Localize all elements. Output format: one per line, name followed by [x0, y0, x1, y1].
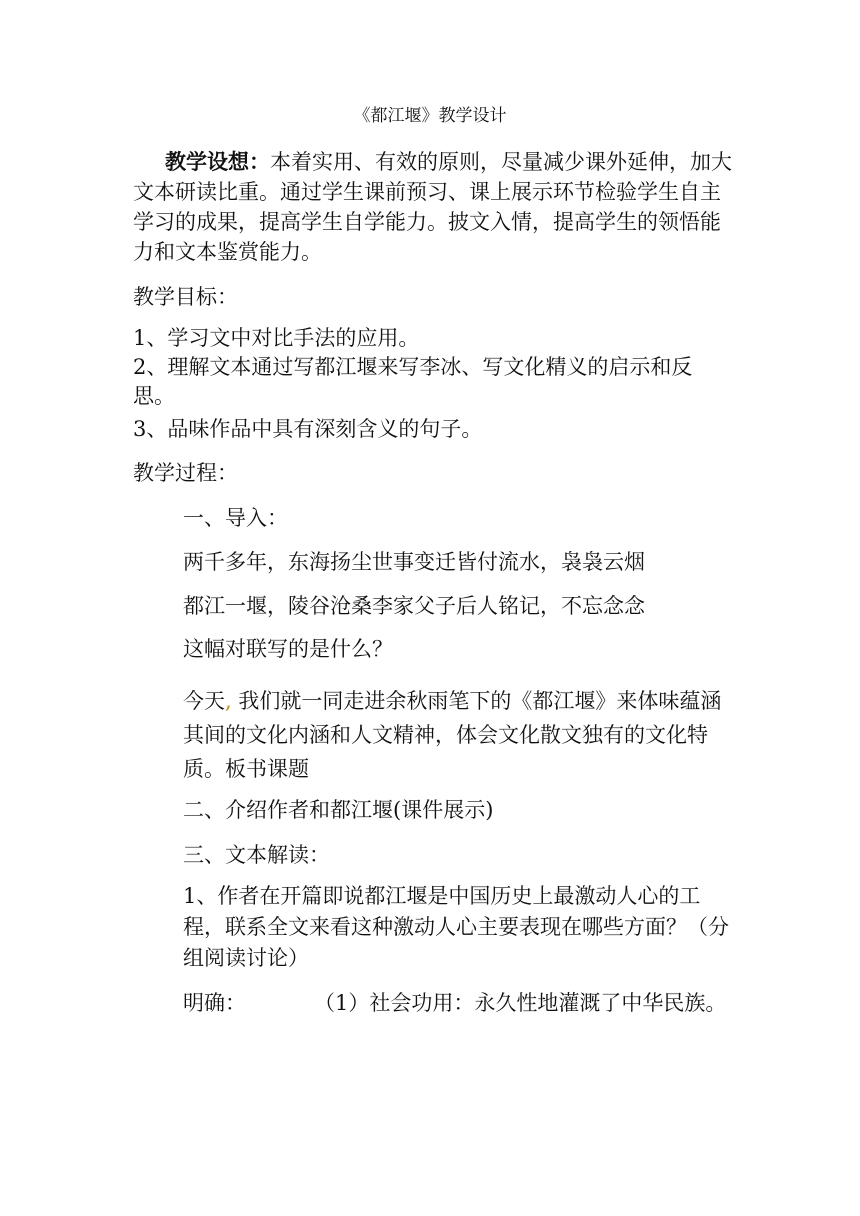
intro-paragraph-comma: , [225, 689, 232, 713]
couplet-line-2: 都江一堰，陵谷沧桑李家父子后人铭记，不忘念念 [183, 594, 645, 618]
teaching-process-heading: 教学过程： [133, 461, 238, 485]
document-title: 《都江堰》教学设计 [353, 106, 507, 126]
goal-item-1: 1、学习文中对比手法的应用。 [133, 326, 420, 350]
answer-text: （1）社会功用：永久性地灌溉了中华民族。 [314, 991, 727, 1015]
intro-paragraph-rest: 我们就一同走进余秋雨笔下的《都江堰》来体味蕴涵其间的文化内涵和人文精神，体会文化散文独有的文化特质。板书课题 [183, 689, 722, 781]
section-intro-heading: 一、导入： [183, 506, 288, 530]
goal-item-3: 3、品味作品中具有深刻含义的句子。 [133, 417, 483, 441]
section-reading-heading: 三、文本解读： [183, 843, 330, 867]
answer-paragraph [183, 988, 731, 1018]
teaching-goals-heading: 教学目标： [133, 285, 238, 309]
section-author-heading: 二、介绍作者和都江堰(课件展示) [183, 798, 494, 822]
couplet-line-1: 两千多年，东海扬尘世事变迁皆付流水，袅袅云烟 [183, 550, 645, 574]
goal-item-2: 2、理解文本通过写都江堰来写李冰、写文化精义的启示和反思。 [133, 355, 693, 408]
answer-label: 明确： [183, 991, 246, 1015]
teaching-concept-text: 本着实用、有效的原则，尽量减少课外延伸，加大文本研读比重。通过学生课前预习、课上展示环节检验学生自主学习的成果，提高学生自学能力。披文入情，提高学生的领悟能力和文本鉴赏能力。 [133, 150, 732, 264]
intro-paragraph-start: 今天 [183, 689, 225, 713]
teaching-concept-paragraph [133, 147, 733, 267]
reading-question-1: 1、作者在开篇即说都江堰是中国历史上最激动人心的工程，联系全文来看这种激动人心主要表现在哪些方面？（分组阅读讨论） [183, 884, 729, 970]
teaching-concept-label: 教学设想： [165, 149, 270, 174]
couplet-question: 这幅对联写的是什么？ [183, 637, 393, 661]
intro-paragraph [183, 684, 731, 786]
